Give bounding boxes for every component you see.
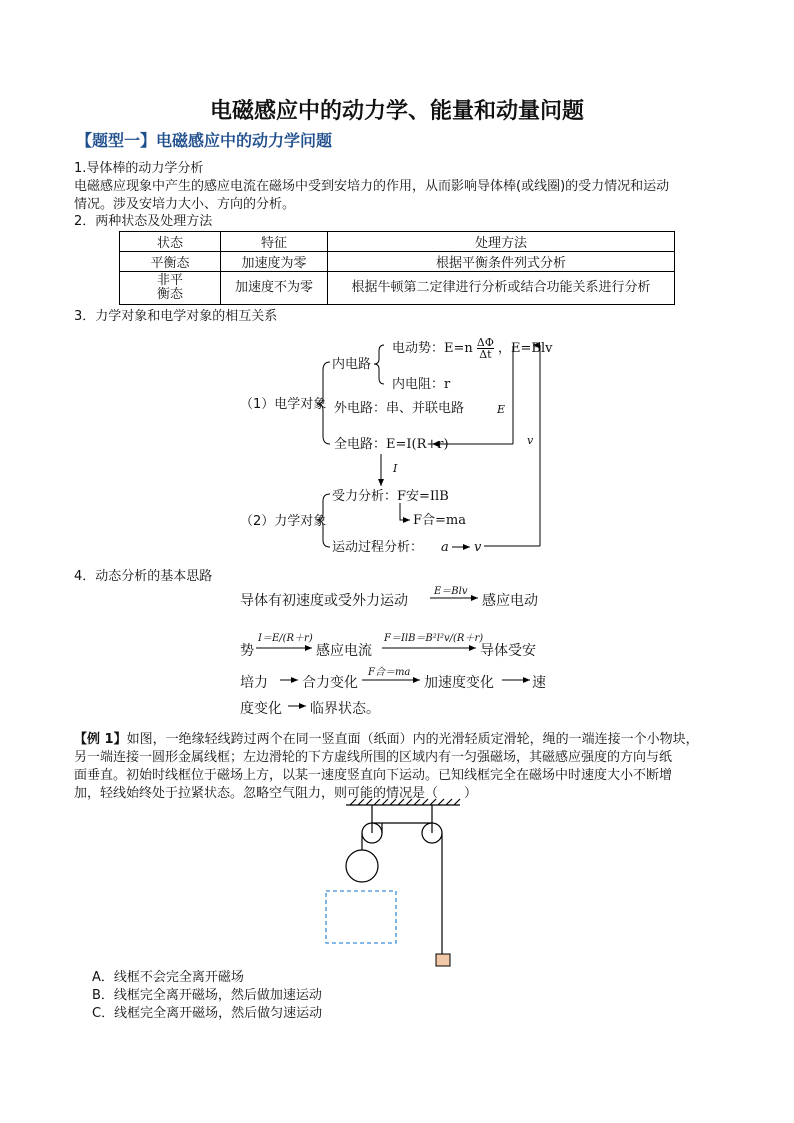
flow-line3-mid1: 合力变化: [302, 675, 358, 691]
fraction-denominator: Δt: [479, 348, 492, 361]
fraction-numerator: ΔΦ: [476, 336, 494, 349]
flow-line2-end: 导体受安: [480, 643, 536, 659]
flow-label-I: I＝E/(R＋r): [258, 633, 313, 644]
option-a: A．线框不会完全离开磁场: [92, 970, 244, 985]
block: [436, 954, 450, 966]
subheading-2: 2．两种状态及处理方法: [74, 214, 213, 229]
flow-line3-mid2: 加速度变化: [424, 675, 494, 691]
example-line: 面垂直。初始时线框位于磁场上方，以某一速度竖直向下运动。已知线框完全在磁场中时速度大小不断增: [74, 768, 673, 783]
label-E: E: [497, 403, 506, 416]
motion-analysis: 运动过程分析：: [332, 540, 424, 555]
table-cell: 加速度为零: [221, 252, 328, 272]
inner-circuit-label: 内电路: [332, 357, 372, 372]
cell-line: 非平: [156, 273, 183, 288]
force-analysis: 受力分析：F安=IlB: [332, 489, 449, 504]
label-a: a: [441, 540, 449, 555]
table-cell: 根据平衡条件列式分析: [328, 252, 675, 272]
flow-line3-start: 培力: [240, 675, 268, 691]
mech-object-label: （2）力学对象: [240, 514, 327, 529]
table-cell: 加速度不为零: [221, 272, 328, 305]
flow-line1-start: 导体有初速度或受外力运动: [240, 593, 408, 609]
subheading-4: 4．动态分析的基本思路: [74, 569, 213, 584]
section-heading: 【题型一】电磁感应中的动力学问题: [76, 131, 333, 150]
subheading-1: 1.导体棒的动力学分析: [74, 161, 204, 176]
option-b: B．线框完全离开磁场，然后做加速运动: [92, 988, 322, 1003]
label-v-right: v: [527, 434, 534, 447]
cell-line: 衡态: [156, 287, 183, 302]
flow-line4-end: 临界状态。: [310, 701, 380, 717]
flow-line4-start: 度变化: [240, 701, 282, 717]
emf-text: 电动势：E=n: [392, 341, 473, 356]
outer-circuit: 外电路：串、并联电路: [334, 401, 465, 416]
table-header: 处理方法: [328, 232, 675, 252]
paragraph-line: 情况。涉及安培力大小、方向的分析。: [74, 197, 296, 212]
subheading-3: 3．力学对象和电学对象的相互关系: [74, 309, 278, 324]
table-cell: 根据牛顿第二定律进行分析或结合功能关系进行分析: [328, 272, 675, 305]
flow-line2-start: 势: [240, 643, 254, 659]
paragraph-line: 电磁感应现象中产生的感应电流在磁场中受到安培力的作用，从而影响导体棒(或线圈)的受力情况和运动: [74, 179, 670, 194]
field-region: [326, 891, 396, 943]
table-cell: 平衡态: [120, 252, 221, 272]
table-header: 状态: [120, 232, 221, 252]
inner-resistance: 内电阻：r: [392, 377, 451, 392]
option-c: C．线框完全离开磁场，然后做匀速运动: [92, 1006, 323, 1021]
example-text: 如图，一绝缘轻线跨过两个在同一竖直面（纸面）内的光滑轻质定滑轮，绳的一端连接一个小物块，: [126, 732, 699, 747]
page-title: 电磁感应中的动力学、能量和动量问题: [209, 99, 584, 124]
example-line: 加，轻线始终处于拉紧状态。忽略空气阻力，则可能的情况是（ ）: [74, 786, 478, 801]
flow-label-F: F＝IlB＝B²l²v/(R＋r): [384, 633, 484, 644]
flow-label-E: E＝Blv: [434, 586, 468, 597]
example-line: 另一端连接一圆形金属线框；左边滑轮的下方虚线所围的区域内有一匀强磁场，其磁感应强度的方向与纸: [74, 750, 673, 765]
flow-line3-end: 速: [532, 675, 546, 691]
label-v: v: [474, 540, 482, 555]
elec-object-label: （1）电学对象: [240, 397, 327, 412]
label-I: I: [393, 462, 398, 475]
table-header: 特征: [221, 232, 328, 252]
emf-tail: ，E=Blv: [498, 341, 553, 356]
example-tag: 【例 1】: [74, 732, 127, 747]
flow-label-Fnet: F合＝ma: [368, 667, 411, 678]
flow-line1-end: 感应电动: [482, 593, 538, 609]
net-force: F合=ma: [413, 513, 466, 528]
flow-line2-mid: 感应电流: [316, 643, 372, 659]
full-circuit: 全电路：E=I(R+r): [334, 437, 449, 452]
